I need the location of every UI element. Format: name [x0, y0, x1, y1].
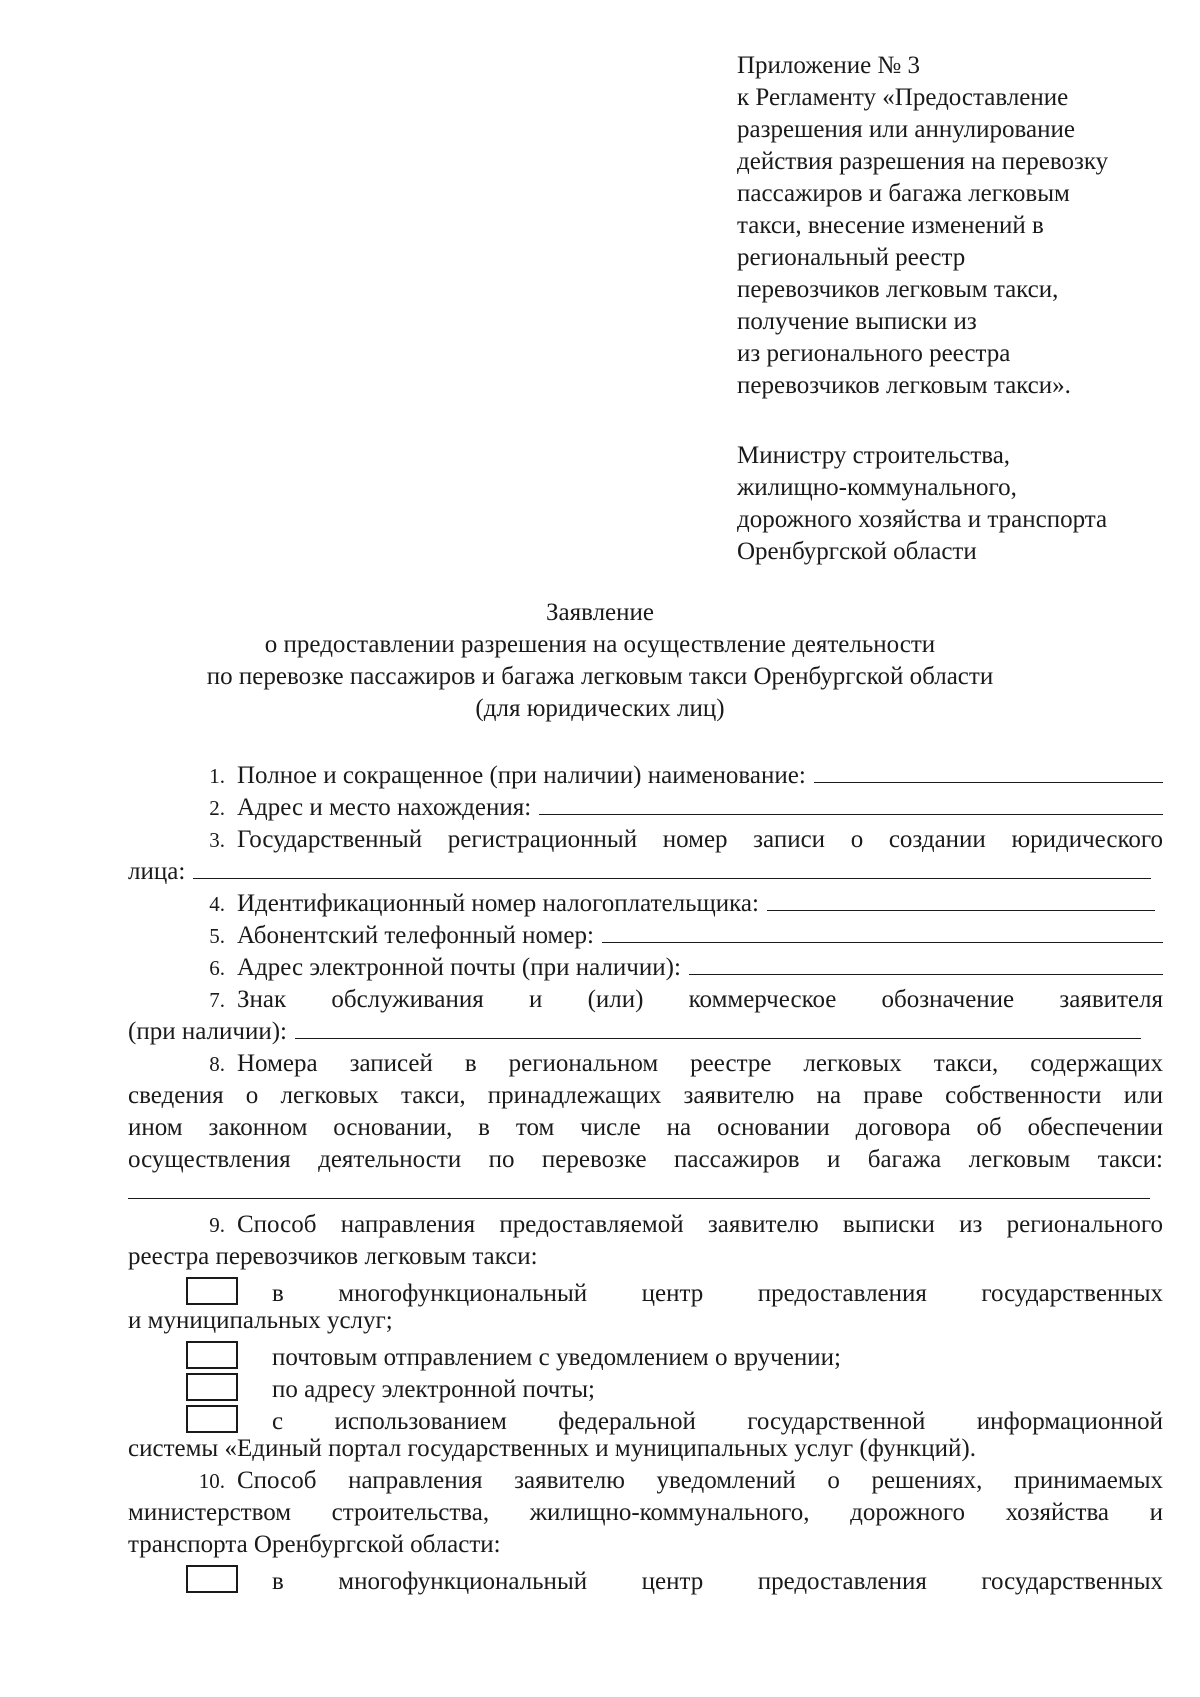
option-mfc [128, 1273, 1163, 1305]
option-label: в многофункциональный центр предоставления государственных [272, 1280, 1163, 1307]
item-number: 3. [209, 828, 225, 852]
attachment-line: из регионального реестра [737, 340, 1011, 367]
portal-checkbox[interactable] [186, 1405, 238, 1433]
item-number: 6. [209, 956, 225, 980]
attachment-line: перевозчиков легковым такси, [737, 276, 1059, 303]
title-line: Заявление [545, 599, 655, 626]
attachment-line: региональный реестр [737, 244, 966, 271]
address-field[interactable] [539, 792, 1163, 815]
item-6 [128, 952, 1163, 984]
attachment-line: такси, внесение изменений в [737, 212, 1044, 239]
option-portal [128, 1401, 1163, 1433]
option-label-continued: и муниципальных услуг; [128, 1307, 393, 1334]
attachment-line: к Регламенту «Предоставление [737, 84, 1069, 111]
item-label: лица: [128, 858, 186, 885]
attachment-line: получение выписки из [737, 308, 977, 335]
item-label: Идентификационный номер налогоплательщика: [237, 890, 759, 917]
option-label-continued: системы «Единый портал государственных и муниципальных услуг (функций). [128, 1435, 976, 1462]
item-7 [128, 984, 1163, 1016]
attachment-header [737, 50, 1177, 402]
item-3 [128, 824, 1163, 856]
email-field[interactable] [689, 952, 1163, 975]
post-checkbox[interactable] [186, 1341, 238, 1369]
attachment-line: перевозчиков легковым такси». [737, 372, 1071, 399]
item-label: Способ направления заявителю уведомлений о решениях, принимаемых [237, 1467, 1163, 1494]
item-label: Адрес электронной почты (при наличии): [237, 954, 681, 981]
title-line: по перевозке пассажиров и багажа легковым такси Оренбургской области [206, 663, 994, 690]
addressee-block [737, 440, 1177, 568]
option-label: с использованием федеральной государственной информационной [272, 1408, 1163, 1435]
attachment-line: действия разрешения на перевозку [737, 148, 1109, 175]
attachment-line: разрешения или аннулирование [737, 116, 1075, 143]
document-title [100, 597, 1100, 725]
item-number: 4. [209, 892, 225, 916]
option-label: по адресу электронной почты; [272, 1376, 595, 1403]
item-number: 10. [198, 1469, 225, 1493]
option-post [128, 1337, 1163, 1369]
addressee-line: жилищно-коммунального, [737, 474, 1017, 501]
item-8 [128, 1048, 1163, 1080]
item-8-line: ином законном основании, в том числе на основании договора об обеспечении [128, 1114, 1163, 1141]
addressee-line: Оренбургской области [737, 538, 977, 565]
item-8-line: сведения о легковых такси, принадлежащих заявителю на праве собственности или [128, 1082, 1163, 1109]
item-9-continued: реестра перевозчиков легковым такси: [128, 1243, 538, 1270]
item-label: Абонентский телефонный номер: [237, 922, 594, 949]
item-label: Способ направления предоставляемой заявителю выписки из регионального [237, 1211, 1163, 1238]
item-label: (при наличии): [128, 1018, 287, 1045]
item-3-continued [128, 856, 1163, 888]
item-7-continued [128, 1016, 1163, 1048]
item-1 [128, 760, 1163, 792]
item-number: 9. [209, 1213, 225, 1237]
item-10-line: министерством строительства, жилищно-коммунального, дорожного хозяйства и [128, 1499, 1163, 1526]
item-number: 8. [209, 1052, 225, 1076]
mfc-checkbox[interactable] [186, 1277, 238, 1305]
registration-number-field[interactable] [193, 856, 1151, 879]
item-4 [128, 888, 1163, 920]
option-mfc-notify [128, 1561, 1163, 1593]
item-8-line: осуществления деятельности по перевозке пассажиров и багажа легковым такси: [128, 1146, 1163, 1173]
item-label: Знак обслуживания и (или) коммерческое обозначение заявителя [237, 986, 1163, 1013]
item-label: Полное и сокращенное (при наличии) наименование: [237, 762, 806, 789]
attachment-line: пассажиров и багажа легковым [737, 180, 1070, 207]
item-label: Государственный регистрационный номер записи о создании юридического [237, 826, 1163, 853]
trademark-field[interactable] [295, 1016, 1141, 1039]
item-label: Номера записей в региональном реестре легковых такси, содержащих [237, 1050, 1163, 1077]
item-number: 7. [209, 988, 225, 1012]
item-number: 1. [209, 764, 225, 788]
taxpayer-id-field[interactable] [767, 888, 1155, 911]
mfc-notify-checkbox[interactable] [186, 1565, 238, 1593]
addressee-line: дорожного хозяйства и транспорта [737, 506, 1108, 533]
addressee-line: Министру строительства, [737, 442, 1011, 469]
item-number: 5. [209, 924, 225, 948]
title-line: (для юридических лиц) [475, 695, 725, 722]
item-10-line: транспорта Оренбургской области: [128, 1531, 501, 1558]
option-label: в многофункциональный центр предоставления государственных [272, 1568, 1163, 1595]
full-name-field[interactable] [814, 760, 1163, 783]
title-line: о предоставлении разрешения на осуществление деятельности [264, 631, 936, 658]
attachment-line: Приложение № 3 [737, 52, 921, 79]
form-body [128, 760, 1163, 1593]
item-5 [128, 920, 1163, 952]
item-9 [128, 1209, 1163, 1241]
phone-field[interactable] [602, 920, 1163, 943]
item-label: Адрес и место нахождения: [237, 794, 532, 821]
item-10 [128, 1465, 1163, 1497]
registry-records-field[interactable] [128, 1176, 1150, 1199]
item-number: 2. [209, 796, 225, 820]
item-2 [128, 792, 1163, 824]
option-label: почтовым отправлением с уведомлением о вручении; [272, 1344, 841, 1371]
email-checkbox[interactable] [186, 1373, 238, 1401]
